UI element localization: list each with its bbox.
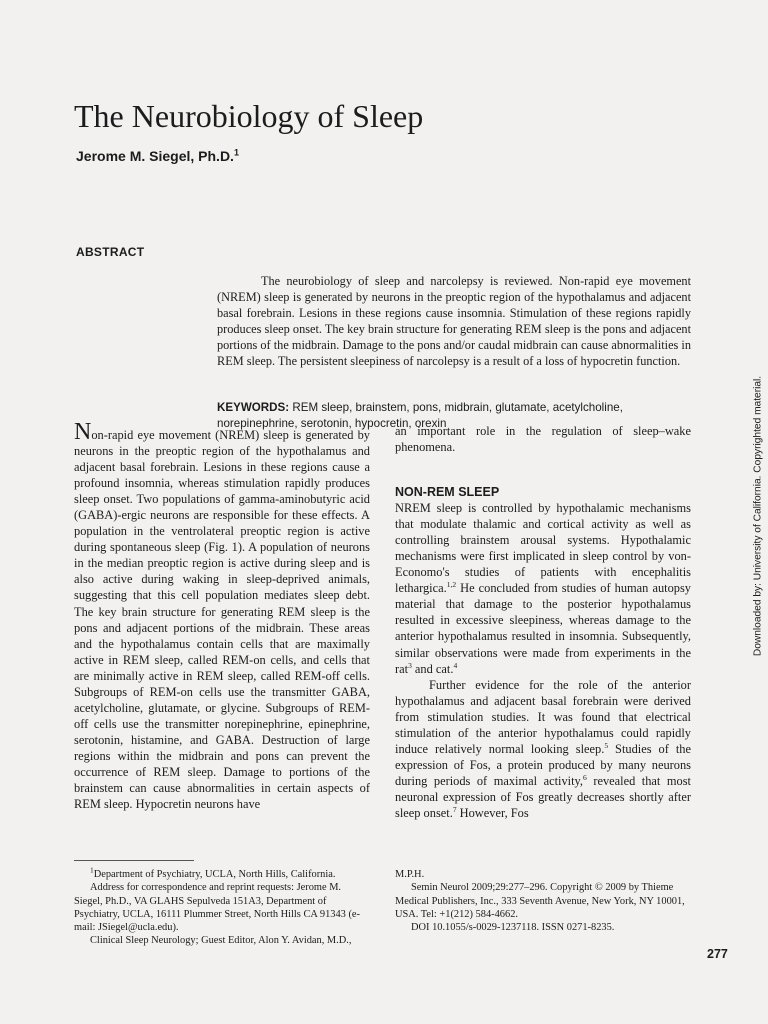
footnote-divider: [74, 860, 194, 861]
text-span: Further evidence for the role of the anterior hypothalamus and adjacent basal forebrain were derived from stimulation studies. It was found that electrical stimulation of the anterior hypothalamus could rapidly induce relatively normal looking sleep.: [395, 677, 691, 756]
drop-cap: N: [74, 419, 92, 445]
citation-marker: 6: [583, 772, 587, 782]
text-span: Studies of the expression of Fos, a protein produced by many neurons during periods of maximal activity,: [395, 741, 691, 788]
citation-marker: 7: [452, 804, 457, 814]
download-notice-text: Downloaded by: University of California. Copyrighted material.: [752, 375, 764, 657]
footnote-affiliation: [74, 865, 370, 881]
keywords-list: REM sleep, brainstem, pons, midbrain, glutamate, acetylcholine, norepinephrine, serotonin, hypocretin, orexin: [217, 401, 623, 430]
left-column: [74, 419, 370, 812]
nrem-paragraph-1: [395, 500, 691, 677]
right-column: [395, 423, 691, 821]
nrem-paragraph-2: [395, 677, 691, 821]
text-span: However, Fos: [456, 805, 529, 820]
citation-marker: 1,2: [446, 580, 457, 590]
author-line: [76, 148, 239, 164]
section-heading-non-rem-sleep: NON-REM SLEEP: [395, 485, 500, 500]
footnote-correspondence: Address for correspondence and reprint requests: Jerome M. Siegel, Ph.D., VA GLAHS Sepulveda 151A3, Department of Psychiatry, UCLA, 16111 Plummer Street, North Hills CA 91343 (e-mail: JSiegel@ucla.edu).: [74, 882, 361, 934]
abstract-heading: ABSTRACT: [76, 245, 145, 259]
footnote-guest-editor-cont: M.P.H.: [395, 869, 425, 880]
abstract-body: The neurobiology of sleep and narcolepsy is reviewed. Non-rapid eye movement (NREM) sleep is generated by neurons in the preoptic region of the hypothalamus and adjacent basal forebrain. Lesions in these regions cause insomnia. Stimulation of these regions rapidly produces sleep onset. The key brain structure for generating REM sleep is the pons and adjacent portions of the midbrain. Damage to the pons and/or caudal midbrain can cause abnormalities in REM sleep. The persistent sleepiness of narcolepsy is a result of a loss of hypocretin function.: [217, 274, 691, 369]
footnotes-right: [395, 868, 691, 934]
text-span: He concluded from studies of human autopsy material that damage to the posterior hypothalamus resulted in excessive sleepiness, whereas damage to the anterior hypothalamus resulted in insomnia. Subsequently, similar observations were made from experiments in the rat: [395, 581, 691, 676]
footnote-guest-editor: Clinical Sleep Neurology; Guest Editor, Alon Y. Avidan, M.D.,: [90, 935, 352, 947]
footnote-text: Department of Psychiatry, UCLA, North Hills, California.: [93, 869, 336, 880]
author-affiliation-marker: 1: [233, 147, 239, 158]
text-span: revealed that most neuronal expression of Fos greatly decreases shortly after sleep onset.: [395, 773, 691, 820]
doi-info: DOI 10.1055/s-0029-1237118. ISSN 0271-8235.: [411, 922, 615, 934]
author-name: Jerome M. Siegel, Ph.D.: [76, 148, 234, 164]
footnotes-left: [74, 865, 370, 948]
intro-paragraph: [74, 419, 370, 812]
text-span: NREM sleep is controlled by hypothalamic mechanisms that modulate thalamic and cortical activity as well as controlling brainstem arousal systems. Hypothalamic mechanisms were first implicated in sleep control by von-Economo's studies of patients with encephalitis lethargica.: [395, 501, 691, 596]
page-number: 277: [707, 947, 728, 961]
intro-text: on-rapid eye movement (NREM) sleep is generated by neurons in the preoptic region of the hypothalamus and adjacent basal forebrain. Lesions in these regions cause a profound insomnia, whereas stimulation rapidly produces sleep onset. Two populations of gamma-aminobutyric acid (GABA)-ergic neurons are responsible for these effects. A population in the ventrolateral preoptic region is active during spontaneous sleep (Fig. 1). A population of neurons in the median preoptic region is active during sleep and is also active during waking in sleep-deprived animals, suggesting that this cell population mediates sleep debt. The key brain structure for generating REM sleep is the pons and adjacent portions of the midbrain. These areas and the hypothalamus contain cells that are maximally active in REM sleep, called REM-on cells, and cells that are minimally active in REM sleep, called REM-off cells. Subgroups of REM-on cells use the transmitter GABA, acetylcholine, glutamate, or glycine. Subgroups of REM-off cells use the transmitter norepinephrine, epinephrine, serotonin, histamine, and GABA. Destruction of large regions within the midbrain and pons can prevent the occurrence of REM sleep. Damage to portions of the brainstem can cause abnormalities in certain aspects of REM sleep. Hypocretin neurons have: [74, 428, 370, 812]
article-title: The Neurobiology of Sleep: [74, 98, 424, 134]
text-span: and cat.: [411, 661, 454, 676]
citation-marker: 4: [453, 660, 458, 670]
keywords-label: KEYWORDS:: [217, 401, 290, 414]
citation-marker: 5: [604, 740, 609, 750]
citation-info: Semin Neurol 2009;29:277–296. Copyright © 2009 by Thieme Medical Publishers, Inc., 333 Seventh Avenue, New York, NY 10001, USA. Tel: +1(212) 584-4662.: [395, 882, 685, 920]
footnote-marker: 1: [90, 865, 94, 875]
continuation-paragraph: an important role in the regulation of sleep–wake phenomena.: [395, 424, 691, 455]
citation-marker: 3: [408, 660, 412, 670]
